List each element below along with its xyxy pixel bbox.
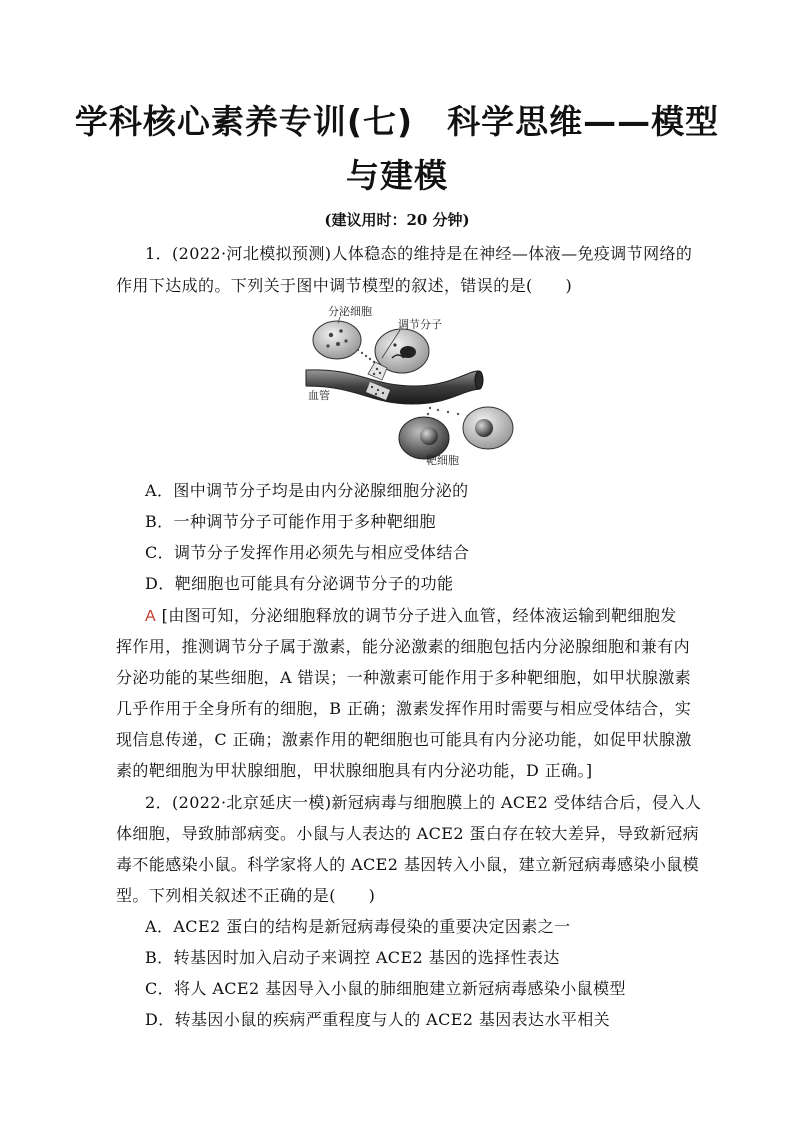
q1-explanation-line-2: 挥作用，推测调节分子属于激素，能分泌激素的细胞包括内分泌腺细胞和兼有内: [116, 637, 691, 656]
q1-option-a: A．图中调节分子均是由内分泌腺细胞分泌的: [145, 481, 469, 500]
page-title-line-2: 与建模: [346, 156, 448, 195]
secretory-cell: [313, 321, 361, 359]
q2-option-d: D．转基因小鼠的疾病严重程度与人的 ACE2 基因表达水平相关: [145, 1010, 611, 1029]
q1-option-d: D．靶细胞也可能具有分泌调节分子的功能: [145, 574, 454, 593]
q1-answer-letter: A: [145, 608, 157, 625]
label-regulatory-molecule: 调节分子: [398, 318, 442, 331]
q1-option-c: C．调节分子发挥作用必须先与相应受体结合: [145, 543, 470, 562]
q2-option-b: B．转基因时加入启动子来调控 ACE2 基因的选择性表达: [145, 948, 560, 967]
page-title-line-1: 学科核心素养专训(七) 科学思维——模型: [74, 102, 720, 141]
secreted-molecules: [357, 349, 375, 363]
q1-option-b: B．一种调节分子可能作用于多种靶细胞: [145, 512, 436, 531]
label-target-cell: 靶细胞: [426, 454, 459, 466]
regulation-model-figure: [300, 298, 520, 466]
q1-explanation-line-3: 分泌功能的某些细胞，A 错误；一种激素可能作用于多种靶细胞，如甲状腺激素: [116, 668, 692, 687]
label-secretory-cell: 分泌细胞: [328, 305, 372, 318]
regulation-model-diagram: [300, 298, 520, 466]
q2-option-c: C．将人 ACE2 基因导入小鼠的肺细胞建立新冠病毒感染小鼠模型: [145, 979, 626, 998]
q1-stem-line-1: 1．(2022·河北模拟预测)人体稳态的维持是在神经—体液—免疫调节网络的: [145, 244, 693, 263]
q1-explanation-line-4: 几乎作用于全身所有的细胞，B 正确；激素发挥作用时需要与相应受体结合，实: [116, 699, 692, 718]
blood-vessel: [306, 370, 483, 404]
q2-stem-line-4: 型。下列相关叙述不正确的是( ): [116, 886, 376, 905]
q2-option-a: A．ACE2 蛋白的结构是新冠病毒侵染的重要决定因素之一: [145, 917, 571, 936]
suggested-time: (建议用时：20 分钟): [324, 211, 470, 229]
q2-stem-line-1: 2．(2022·北京延庆一模)新冠病毒与细胞膜上的 ACE2 受体结合后，侵入人: [145, 793, 702, 812]
target-cell-1: [399, 417, 449, 459]
q1-explanation-line-6: 素的靶细胞为甲状腺细胞，甲状腺细胞具有内分泌功能，D 正确。]: [116, 761, 593, 780]
label-blood-vessel: 血管: [308, 389, 330, 402]
q1-stem-line-2: 作用下达成的。下列关于图中调节模型的叙述，错误的是( ): [116, 276, 573, 295]
target-cell-2: [463, 407, 513, 449]
q1-explanation-line-1: [145, 603, 677, 626]
q1-explanation-text-1: [由图可知，分泌细胞释放的调节分子进入血管，经体液运输到靶细胞发: [161, 606, 677, 625]
q2-stem-line-2: 体细胞，导致肺部病变。小鼠与人表达的 ACE2 蛋白存在较大差异，导致新冠病: [116, 824, 700, 843]
q2-stem-line-3: 毒不能感染小鼠。科学家将人的 ACE2 基因转入小鼠，建立新冠病毒感染小鼠模: [116, 855, 700, 874]
q1-explanation-line-5: 现信息传递，C 正确；激素作用的靶细胞也可能具有内分泌功能，如促甲状腺激: [116, 730, 692, 749]
